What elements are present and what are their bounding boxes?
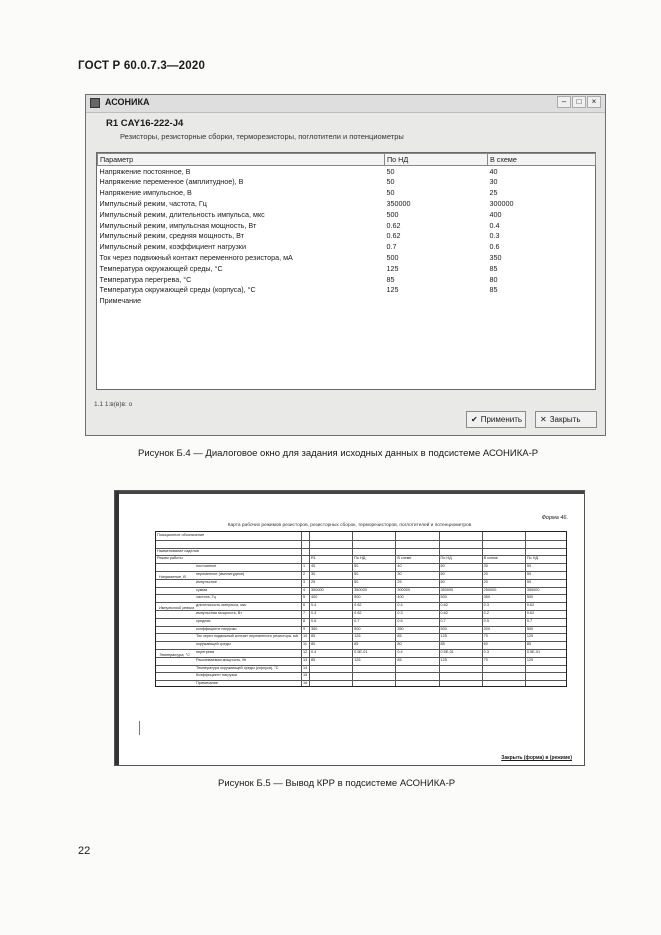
form-cell-value: 0.7	[526, 618, 533, 623]
form-cell-value: 500	[354, 626, 361, 631]
form-row-number: 7	[303, 611, 306, 615]
grid-col-line	[525, 532, 526, 686]
table-header-row	[98, 154, 596, 166]
grid-col-line	[352, 532, 353, 686]
form-cell-value: 50	[440, 564, 445, 569]
form-row-number: 11	[303, 642, 307, 647]
status-text: 1.1 1:в(в)в: о	[94, 401, 133, 408]
value-nd[interactable]: 50	[386, 188, 395, 198]
form-cell-value: 0.3	[483, 603, 489, 608]
form-cell-value: 500	[526, 626, 534, 631]
form-title: Карта рабочих режимов резисторов, резисторных сборок, терморезисторов, поглотителей и потенциометров	[227, 523, 472, 528]
form-col-head: R1	[311, 556, 316, 561]
form-row-number: 5	[303, 595, 306, 600]
apply-button[interactable]	[466, 411, 526, 428]
grid-row-line	[156, 618, 566, 619]
form-cell-value: 125	[354, 657, 361, 662]
form-cell-value: 85	[526, 642, 532, 647]
form-row-number: 3	[303, 579, 306, 584]
value-nd[interactable]: 0.7	[386, 242, 397, 252]
form-cell-value: 400	[397, 595, 404, 600]
form-cell-value: 60	[483, 642, 488, 647]
page-number: 22	[78, 845, 91, 857]
form-top-border	[115, 491, 584, 494]
app-icon	[90, 98, 100, 108]
grid-row-line	[156, 563, 566, 564]
value-scheme[interactable]: 0.4	[489, 220, 500, 230]
value-scheme[interactable]	[488, 295, 596, 306]
close-icon: ✕	[540, 415, 547, 424]
form-cell-value: 50	[440, 579, 445, 584]
form-cell-value: 125	[440, 634, 447, 639]
form-row-number: 12	[303, 650, 308, 654]
param-name: Импульсный режим, длительность импульса, мкс	[99, 209, 265, 219]
form-row-label: Ток через подвижный контакт переменного резистора, мА	[196, 634, 299, 639]
form-group-label: Температура, °С	[159, 652, 190, 657]
form-cell-value: 0.3	[483, 650, 489, 654]
value-nd[interactable]: 350000	[386, 199, 411, 209]
table-row[interactable]	[98, 187, 596, 198]
value-scheme[interactable]: 85	[489, 263, 498, 273]
param-name: Напряжение импульсное, В	[99, 188, 192, 198]
form-row-label: средняя	[196, 618, 211, 623]
form-cell-value: 0.2	[483, 611, 489, 615]
form-cell-value: 500	[354, 595, 361, 600]
apply-button-label: Применить	[480, 415, 523, 424]
param-name: Импульсный режим, средняя мощность, Вт	[99, 231, 244, 241]
maximize-icon[interactable]: □	[572, 96, 586, 108]
item-code: R1 CAY16-222-J4	[106, 118, 184, 129]
form-cell-value: 0.4	[311, 650, 317, 654]
table-row[interactable]	[98, 295, 596, 306]
table-row[interactable]	[98, 165, 596, 176]
form-row-number: 9	[303, 626, 306, 631]
form-cell-value: 350000	[354, 587, 367, 592]
table-row[interactable]	[98, 177, 596, 188]
table-row[interactable]	[98, 263, 596, 274]
form-cell-value: 125	[440, 657, 447, 662]
column-header-parameter[interactable]: Параметр	[98, 154, 385, 166]
form-cell-value: 0.3	[311, 611, 317, 615]
form-cell-value: 50	[526, 572, 532, 576]
form-row-label: Режим работы	[157, 556, 183, 561]
value-nd[interactable]: 125	[386, 263, 399, 273]
form-cell-value: 85	[311, 634, 316, 639]
form-row-label: перегрева	[196, 650, 215, 654]
form-cell-value: 50	[440, 572, 445, 576]
column-header-nd[interactable]: По НД	[385, 154, 488, 166]
table-row[interactable]	[98, 285, 596, 296]
param-name: Импульсный режим, частота, Гц	[99, 199, 207, 209]
minimize-icon[interactable]: –	[557, 96, 571, 108]
form-col-head: В схеме	[483, 556, 498, 561]
form-group-label: Импульсный режим	[159, 606, 194, 611]
checkmark-icon: ✔	[471, 415, 478, 424]
table-row[interactable]	[98, 198, 596, 209]
form-cell-value: 250000	[483, 587, 497, 592]
form-cell-value: 125	[526, 634, 534, 639]
form-row-label: Позиционное обозначение	[157, 533, 205, 537]
form-row-label: Рассеиваемая мощность, Вт	[196, 657, 247, 662]
value-nd[interactable]: 50	[386, 177, 395, 187]
grid-col-line	[439, 532, 440, 686]
value-nd[interactable]: 0.62	[386, 220, 401, 230]
table-row[interactable]	[98, 241, 596, 252]
value-nd[interactable]: 125	[386, 285, 399, 295]
form-cell-value: 25	[397, 579, 402, 584]
form-cell-value: 350000	[526, 587, 540, 592]
form-cell-value: 30	[483, 564, 488, 569]
form-cell-value: 0.5E-01	[526, 650, 541, 654]
window-titlebar	[86, 95, 605, 113]
figure5-caption: Рисунок Б.5 — Вывод КРР в подсистеме АСОНИКА-Р	[218, 778, 456, 789]
form-row-label: Наименование изделия	[157, 548, 199, 553]
grid-row-line	[156, 540, 566, 541]
form-row-number: 6	[303, 603, 306, 608]
form-row-number: 13	[303, 657, 308, 662]
param-name: Температура перегрева, °С	[99, 274, 192, 284]
value-nd[interactable]	[385, 295, 488, 306]
asonika-dialog-window	[85, 94, 606, 436]
value-scheme[interactable]: 0.6	[489, 242, 500, 252]
param-name: Напряжение постоянное, В	[99, 166, 191, 176]
form-cell-value: 20	[483, 579, 488, 584]
form-row-label: коэффициент нагрузки	[196, 626, 237, 631]
form-cell-value: 0.3	[397, 611, 403, 615]
figure4-caption: Рисунок Б.4 — Диалоговое окно для задания исходных данных в подсистеме АСОНИКА-Р	[138, 448, 539, 459]
form-cell-value: 85	[354, 642, 359, 647]
form-cell-value: 50	[354, 564, 359, 569]
param-name: Примечание	[99, 296, 142, 306]
column-header-scheme[interactable]: В схеме	[488, 154, 596, 166]
form-cell-value: 0.6	[311, 618, 317, 623]
form-cell-value: 40	[397, 564, 402, 569]
form-cell-value: 0.4	[311, 603, 317, 608]
value-nd[interactable]: 50	[386, 166, 395, 176]
form-row-label: постоянное	[196, 564, 217, 569]
param-name: Импульсный режим, импульсная мощность, Вт	[99, 220, 257, 230]
form-row-label: длительность импульса, мкс	[196, 603, 247, 608]
form-cell-value: 85	[397, 634, 402, 639]
param-name: Температура окружающей среды (корпуса), °С	[99, 285, 256, 295]
form-cell-value: 500	[440, 626, 447, 631]
form-cell-value: 30	[397, 572, 402, 576]
table-row[interactable]	[98, 252, 596, 263]
form-cell-value: 300	[483, 626, 490, 631]
form-cell-value: 0.7	[354, 618, 360, 623]
form-cell-value: 50	[354, 579, 359, 584]
grid-row-line	[156, 548, 566, 549]
form-row-label: окружающей среды	[196, 642, 231, 647]
form-row-number: 1	[303, 564, 306, 569]
form-cell-value: 350	[483, 595, 490, 600]
value-scheme[interactable]: 85	[489, 285, 498, 295]
margin-mark	[139, 721, 143, 735]
form-cell-value: 85	[397, 657, 402, 662]
form-cell-value: 500	[526, 595, 534, 600]
parameters-table	[96, 152, 596, 390]
close-window-icon[interactable]: ×	[587, 96, 601, 108]
param-name: Напряжение переменное (амплитудное), В	[99, 177, 244, 187]
form-row-number: 4	[303, 587, 306, 592]
form-cell-value: 300000	[397, 587, 410, 592]
form-cell-value: 0.6	[397, 618, 403, 623]
form-col-head: По НД	[526, 556, 539, 561]
value-nd[interactable]: 0.62	[386, 231, 401, 241]
form-cell-value: 0.62	[354, 611, 362, 615]
form-cell-value: 40	[311, 564, 316, 569]
form-cell-value: 20	[483, 572, 488, 576]
value-scheme[interactable]: 350	[489, 253, 502, 263]
form-cell-value: 30	[311, 572, 316, 576]
grid-col-line	[395, 532, 396, 686]
form-cell-value: 70	[483, 657, 488, 662]
form-cell-value: 0.62	[526, 603, 535, 608]
form-cell-value: 350000	[440, 587, 454, 592]
form-cell-value: 85	[440, 642, 445, 647]
grid-row-line	[156, 594, 566, 595]
table-row[interactable]	[98, 209, 596, 220]
form-cell-value: 400	[311, 595, 318, 600]
form-cell-value: 0.62	[354, 603, 362, 608]
form-row-number: 16	[303, 681, 308, 686]
form-row-label: импульсное	[196, 579, 218, 584]
krr-printed-form	[114, 490, 585, 766]
form-cell-value: 50	[526, 579, 532, 584]
value-scheme[interactable]: 30	[489, 177, 498, 187]
form-row-label: импульсная мощность, Вт	[196, 611, 242, 615]
form-row-number: 15	[303, 673, 308, 678]
param-name: Ток через подвижный контакт переменного резистора, мА	[99, 253, 293, 263]
form-cell-value: 80	[311, 642, 316, 647]
form-left-border	[115, 491, 119, 765]
window-title: АСОНИКА	[105, 97, 150, 107]
value-nd[interactable]: 85	[386, 274, 395, 284]
document-header: ГОСТ Р 60.0.7.3—2020	[78, 60, 206, 72]
item-description: Резисторы, резисторные сборки, терморезисторы, поглотители и потенциометры	[120, 132, 404, 141]
form-row-label: Примечание	[196, 681, 218, 686]
form-cell-value: 85	[311, 657, 316, 662]
form-cell-value: 0.62	[440, 611, 448, 615]
table-row[interactable]	[98, 231, 596, 242]
form-cell-value: 25	[311, 579, 316, 584]
form-cell-value: 0.5	[483, 618, 489, 623]
form-group-label: Напряжение, В	[159, 574, 186, 579]
value-nd[interactable]: 500	[386, 253, 399, 263]
param-name: Температура окружающей среды, °С	[99, 263, 223, 273]
close-button[interactable]	[535, 411, 597, 428]
form-cell-value: 500	[440, 595, 447, 600]
grid-col-line	[301, 532, 302, 686]
form-row-label: переменное (амплитудное)	[196, 572, 245, 576]
form-label: Форма 46.	[541, 515, 568, 521]
close-button-label: Закрыть	[549, 415, 581, 424]
form-row-number: 2	[303, 572, 306, 576]
form-cell-value: 0.62	[440, 603, 448, 608]
grid-row-line	[156, 579, 566, 580]
form-cell-value: 80	[397, 642, 402, 647]
form-cell-value: 350	[397, 626, 404, 631]
form-cell-value: 0.7	[440, 618, 446, 623]
form-footer-link[interactable]: Закрыть (форма) в (режиме)	[501, 755, 572, 761]
form-row-label: сумма	[196, 587, 208, 592]
form-row-label: Коэффициент нагрузки	[196, 673, 238, 678]
form-col-head: В схеме	[397, 556, 412, 561]
form-cell-value: 350000	[311, 587, 324, 592]
form-cell-value: 0.5E-01	[354, 650, 368, 654]
form-row-label: Температура окружающей среды (корпуса), °С	[196, 665, 279, 670]
form-cell-value: 350	[311, 626, 318, 631]
form-row-label: частота, Гц	[196, 595, 216, 600]
table-row[interactable]	[98, 274, 596, 285]
value-scheme[interactable]: 400	[489, 209, 502, 219]
form-cell-value: 0.5E-01	[440, 650, 454, 654]
form-cell-value: 0.4	[397, 603, 403, 608]
value-scheme[interactable]: 40	[489, 166, 498, 176]
form-table	[155, 531, 567, 687]
form-cell-value: 125	[526, 657, 534, 662]
value-scheme[interactable]: 300000	[489, 199, 514, 209]
form-cell-value: 0.62	[526, 611, 535, 615]
form-cell-value: 0.4	[397, 650, 403, 654]
grid-col-line	[309, 532, 310, 686]
value-scheme[interactable]: 0.3	[489, 231, 500, 241]
form-cell-value: 70	[483, 634, 488, 639]
value-scheme[interactable]: 25	[489, 188, 498, 198]
grid-col-line	[482, 532, 483, 686]
value-nd[interactable]: 500	[386, 209, 399, 219]
param-name: Импульсный режим, коэффициент нагрузки	[99, 242, 246, 252]
form-col-head: По НД	[354, 556, 366, 561]
form-cell-value: 50	[526, 564, 532, 569]
form-row-number: 14	[303, 665, 308, 670]
form-row-number: 8	[303, 618, 306, 623]
value-scheme[interactable]: 80	[489, 274, 498, 284]
table-row[interactable]	[98, 220, 596, 231]
form-row-number: 10	[303, 634, 308, 639]
form-cell-value: 50	[354, 572, 359, 576]
form-cell-value: 125	[354, 634, 361, 639]
form-col-head: По НД	[440, 556, 452, 561]
